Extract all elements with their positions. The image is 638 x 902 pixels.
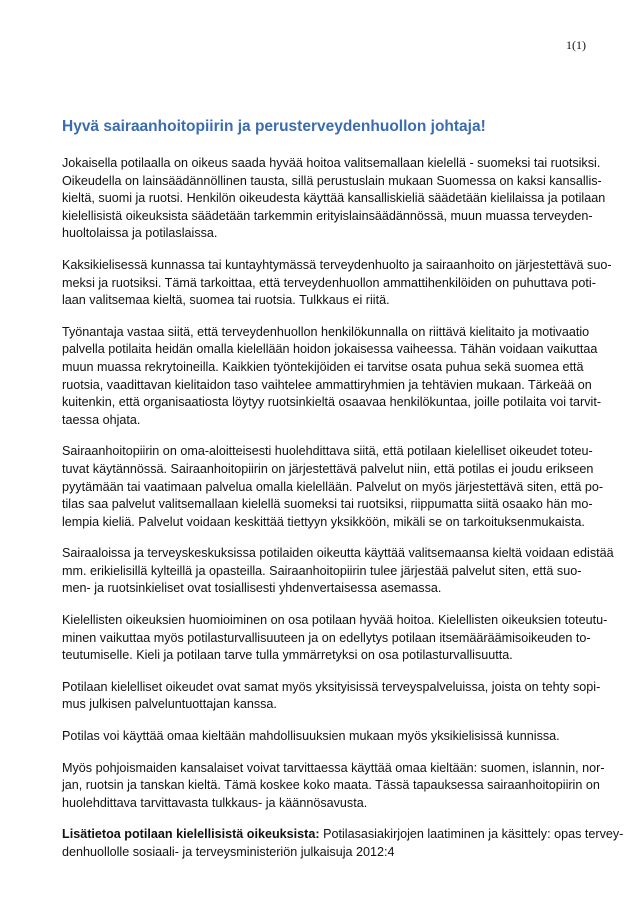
paragraph-line: tilas saa palvelut valitsemallaan kielellä suomeksi tai ruotsiksi, riippumatta siitä osaako hän mo-	[62, 497, 593, 512]
paragraph-line: Kielellisten oikeuksien huomioiminen on osa potilaan hyvää hoitoa. Kielellisten oikeuksien toteutu-	[62, 613, 608, 628]
paragraph-line: Työnantaja vastaa siitä, että terveydenhuollon henkilökunnalla on riittävä kielitaito ja motivaatio	[62, 324, 590, 339]
paragraph-line: pyytämään tai vaatimaan palvelua omalla kielellään. Palvelut on myös järjestettävä siten, että po-	[62, 479, 604, 494]
paragraph-line: tuvat käytännössä. Sairaanhoitopiirin on järjestettävä palvelut niin, että potilas ei joudu erikseen	[62, 461, 594, 476]
paragraph-line: kuitenkin, että organisaatiosta löytyy ruotsinkieltä osaavaa henkilökuntaa, joille potilaita voi tarvit-	[62, 395, 602, 410]
footer-note	[62, 826, 624, 861]
paragraph-line: huolehdittava tarvittavasta tulkkaus- ja käännösavusta.	[62, 795, 368, 810]
paragraph-line: Kaksikielisessä kunnassa tai kuntayhtymässä terveydenhuolto ja sairaanhoito on järjestettävä suo-	[62, 257, 612, 272]
paragraph-line: jan, ruotsin ja tanskan kieltä. Tämä koskee koko maata. Tässä tapauksessa sairaanhoitopiirin on	[62, 778, 600, 793]
paragraph-line: men- ja ruotsinkieliset ovat tosiallisesti yhdenvertaisessa asemassa.	[62, 581, 442, 596]
paragraph	[62, 257, 612, 310]
letter-title: Hyvä sairaanhoitopiirin ja perusterveydenhuollon johtaja!	[62, 118, 486, 135]
paragraph-line: muun muassa rekrytoineilla. Kaikkien työntekijöiden ei tarvitse osata puhua sekä suomea että	[62, 359, 584, 374]
footer-note-line-1	[62, 826, 624, 844]
paragraph-line: kielellisistä oikeuksista säädetään tarkemmin erityislainsäädännössä, muun muassa terveyden-	[62, 208, 593, 223]
paragraph	[62, 679, 601, 714]
footer-note-line-2: denhuollolle sosiaali- ja terveysministeriön julkaisuja 2012:4	[62, 845, 395, 859]
paragraph	[62, 443, 604, 531]
paragraph-line: laan valitsemaa kieltä, suomea tai ruotsia. Tulkkaus ei riitä.	[62, 293, 390, 308]
paragraph	[62, 760, 605, 813]
paragraph-line: mus julkisen palveluntuottajan kanssa.	[62, 697, 277, 712]
paragraph-line: ruotsia, vaadittavan kielitaidon taso vaihtelee ammattiryhmien ja tehtävien mukaan. Tärkeää on	[62, 377, 592, 392]
paragraph-line: mm. erikielisillä kylteillä ja opasteilla. Sairaanhoitopiirin tulee järjestää palvelut siten, että suo-	[62, 563, 582, 578]
paragraph-line: Sairaanhoitopiirin on oma-aloitteisesti huolehdittava siitä, että potilaan kielelliset oikeudet toteu-	[62, 444, 593, 459]
paragraph-line: Myös pohjoismaiden kansalaiset voivat tarvittaessa käyttää omaa kieltään: suomen, islannin, nor-	[62, 760, 605, 775]
paragraph	[62, 324, 602, 430]
paragraph	[62, 728, 588, 746]
paragraph-line: Oikeudella on lainsäädännöllinen tausta, sillä perustuslain mukaan Suomessa on kaksi kansallis-	[62, 173, 602, 188]
paragraph-line: Potilaan kielelliset oikeudet ovat samat myös yksityisissä terveyspalveluissa, joista on tehty sopi-	[62, 679, 601, 694]
paragraph	[62, 612, 608, 665]
paragraph-line: minen vaikuttaa myös potilasturvallisuuteen ja on edellytys potilaan itsemääräämisoikeuden to-	[62, 630, 591, 645]
paragraph-line: taessa ohjata.	[62, 412, 141, 427]
paragraph-line: palvella potilaita heidän omalla kielellään hoidon jokaisessa vaiheessa. Tähän voidaan vaikuttaa	[62, 342, 598, 357]
paragraph-line: teutumiselle. Kieli ja potilaan tarve tulla ymmärretyksi on osa potilasturvallisuutta.	[62, 648, 513, 663]
paragraph-line: kieltä, suomi ja ruotsi. Henkilön oikeudesta käyttää kansalliskieliä säädetään kielilaissa ja potilaan	[62, 191, 606, 206]
paragraph-line: lempia kieliä. Palvelut voidaan keskittää tiettyyn yksikköön, mikäli se on tarkoituksenmukaista.	[62, 514, 585, 529]
document-body	[62, 117, 624, 876]
paragraph	[62, 545, 614, 598]
paragraph-list	[62, 155, 614, 812]
page-number: 1(1)	[566, 38, 586, 52]
footer-note-text-1: Potilasasiakirjojen laatiminen ja käsittely: opas tervey-	[319, 827, 624, 842]
footer-note-label: Lisätietoa potilaan kielellisistä oikeuksista:	[62, 827, 320, 842]
paragraph	[62, 155, 606, 243]
paragraph-line: Sairaaloissa ja terveyskeskuksissa potilaiden oikeutta käyttää valitsemaansa kieltä voidaan edistää	[62, 546, 614, 561]
paragraph-line: Potilas voi käyttää omaa kieltään mahdollisuuksien mukaan myös yksikielisissä kunnissa.	[62, 729, 560, 744]
paragraph-line: Jokaisella potilaalla on oikeus saada hyvää hoitoa valitsemallaan kielellä - suomeksi tai ruotsiksi.	[62, 156, 601, 170]
paragraph-line: meksi ja ruotsiksi. Tämä tarkoittaa, että terveydenhuollon ammattihenkilöiden on puhuttava poti-	[62, 275, 596, 290]
paragraph-line: huoltolaissa ja potilaslaissa.	[62, 226, 218, 241]
